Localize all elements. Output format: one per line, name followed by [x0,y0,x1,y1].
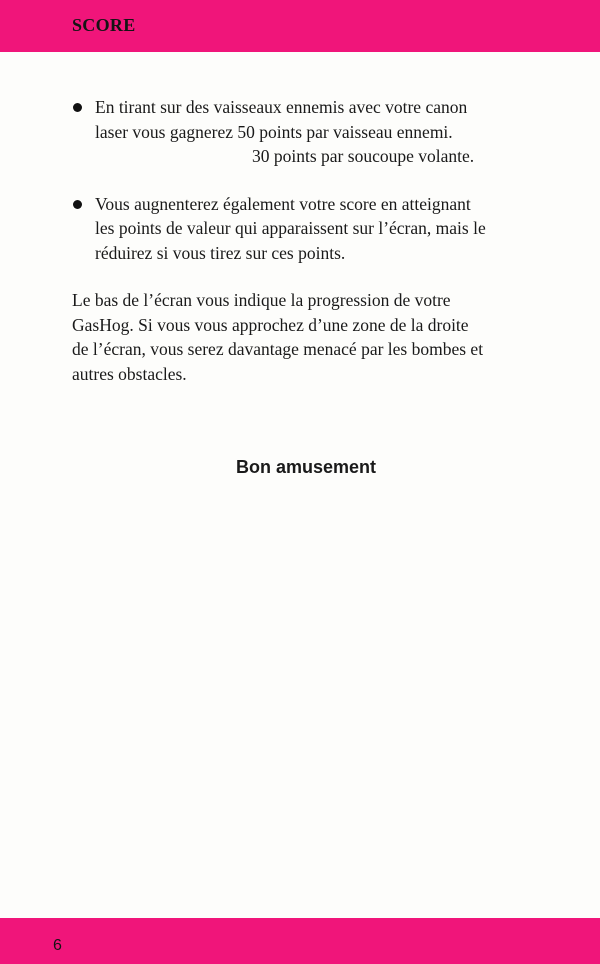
bullet-icon [73,200,82,209]
bullet-item-score-ships [72,95,542,169]
text-line: réduirez si vous tirez sur ces points. [95,242,346,263]
bullet-icon [73,103,82,112]
text-line: les points de valeur qui apparaissent sur l’écran, mais le [95,218,486,238]
text-line: En tirant sur des vaisseaux ennemis avec votre canon [95,97,468,117]
page-number: 6 [53,937,62,954]
text-line: autres obstacles. [72,363,187,384]
text-line: laser vous gagnerez 50 points par vaisseau ennemi. [95,121,453,142]
text-line: Le bas de l’écran vous indique la progression de votre [72,290,451,310]
section-title: SCORE [72,15,136,35]
progress-paragraph [72,288,542,386]
footer-band [0,918,600,964]
bullet-item-score-points [72,192,542,266]
text-line: GasHog. Si vous vous approchez d’une zone de la droite [72,314,469,335]
page-content [72,95,542,386]
text-line: 30 points par soucoupe volante. [252,146,475,166]
closing-line: Bon amusement [235,457,377,477]
text-line: de l’écran, vous serez davantage menacé par les bombes et [72,339,484,359]
text-line: Vous augnenterez également votre score en atteignant [95,193,471,214]
